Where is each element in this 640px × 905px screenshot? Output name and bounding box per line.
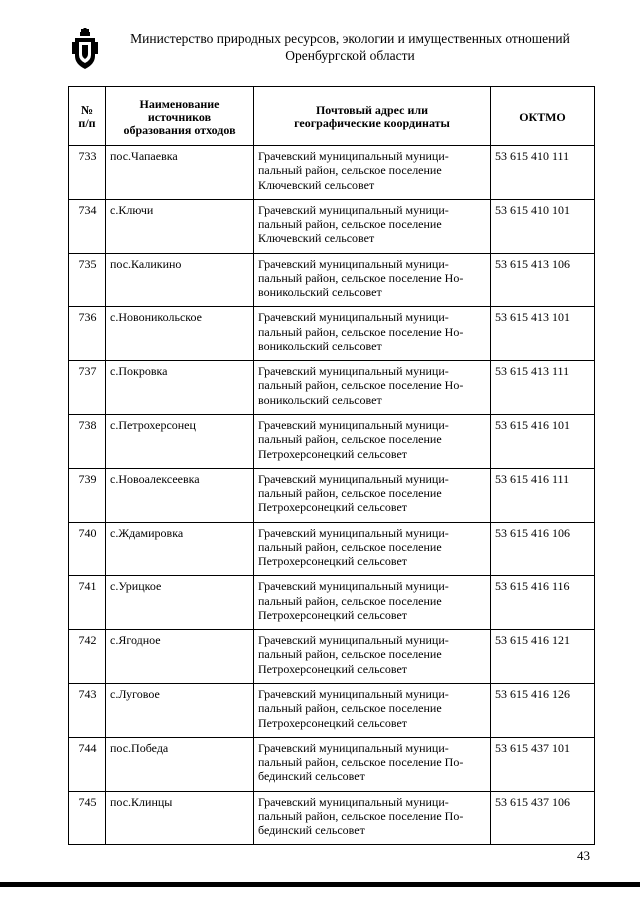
address-line: Грачевский муниципальный муници-: [258, 525, 449, 540]
row-name: с.Ягодное: [106, 630, 254, 684]
address-line: Грачевский муниципальный муници-: [258, 202, 449, 217]
address-line: Петрохерсонецкий сельсовет: [258, 661, 408, 676]
address-line: пальный район, сельское поселение: [258, 647, 442, 662]
row-number: 733: [69, 146, 106, 200]
address-line: Ключевский сельсовет: [258, 231, 375, 246]
row-oktmo: 53 615 413 106: [491, 253, 595, 307]
address-line: Грачевский муниципальный муници-: [258, 149, 449, 163]
row-oktmo: 53 615 437 106: [491, 791, 595, 845]
header-address: Почтовый адрес или географические координаты: [254, 87, 491, 146]
table-body: [69, 146, 595, 845]
table-row: [69, 791, 595, 845]
row-address: [254, 630, 491, 684]
row-number: 739: [69, 468, 106, 522]
row-name: с.Новоалексеевка: [106, 468, 254, 522]
address-line: Петрохерсонецкий сельсовет: [258, 715, 408, 730]
table-row: [69, 522, 595, 576]
address-line: Петрохерсонецкий сельсовет: [258, 607, 408, 622]
header-region: Оренбургской области: [285, 48, 415, 63]
address-line: пальный район, сельское поселение По-: [258, 808, 464, 823]
header-oktmo: ОКТМО: [491, 87, 595, 146]
row-name: с.Новоникольское: [106, 307, 254, 361]
row-address: [254, 199, 491, 253]
row-name: с.Луговое: [106, 683, 254, 737]
address-line: пальный район, сельское поселение: [258, 163, 442, 178]
row-name: с.Урицкое: [106, 576, 254, 630]
address-line: пальный район, сельское поселение: [258, 593, 442, 608]
header-num: № п/п: [69, 87, 106, 146]
address-line: Петрохерсонецкий сельсовет: [258, 500, 408, 515]
row-number: 737: [69, 361, 106, 415]
table-row: [69, 576, 595, 630]
row-oktmo: 53 615 416 111: [491, 468, 595, 522]
row-number: 744: [69, 737, 106, 791]
row-address: [254, 576, 491, 630]
address-line: пальный район, сельское поселение: [258, 486, 442, 501]
row-oktmo: 53 615 410 111: [491, 146, 595, 200]
row-number: 738: [69, 414, 106, 468]
row-oktmo: 53 615 413 111: [491, 361, 595, 415]
header-name: Наименование источников образования отходов: [106, 87, 254, 146]
row-name: с.Покровка: [106, 361, 254, 415]
row-address: [254, 361, 491, 415]
page-number: 43: [577, 848, 590, 863]
address-line: пальный район, сельское поселение По-: [258, 755, 464, 770]
address-line: Грачевский муниципальный муници-: [258, 740, 449, 755]
address-line: Грачевский муниципальный муници-: [258, 256, 449, 271]
row-address: [254, 468, 491, 522]
row-address: [254, 522, 491, 576]
table-row: [69, 414, 595, 468]
row-name: с.Петрохерсонец: [106, 414, 254, 468]
address-line: пальный район, сельское поселение Но-: [258, 270, 464, 285]
address-line: воникольский сельсовет: [258, 392, 382, 407]
row-address: [254, 253, 491, 307]
row-oktmo: 53 615 416 116: [491, 576, 595, 630]
address-line: пальный район, сельское поселение: [258, 217, 442, 232]
row-address: [254, 791, 491, 845]
row-name: с.Ключи: [106, 199, 254, 253]
coat-of-arms-icon: [72, 28, 98, 70]
address-line: Грачевский муниципальный муници-: [258, 633, 449, 648]
address-line: Петрохерсонецкий сельсовет: [258, 446, 408, 461]
row-oktmo: 53 615 416 101: [491, 414, 595, 468]
row-number: 745: [69, 791, 106, 845]
row-oktmo: 53 615 416 121: [491, 630, 595, 684]
table-row: [69, 683, 595, 737]
address-line: Ключевский сельсовет: [258, 177, 375, 192]
table-header-row: [69, 87, 595, 146]
row-number: 735: [69, 253, 106, 307]
address-line: Грачевский муниципальный муници-: [258, 794, 449, 809]
row-number: 734: [69, 199, 106, 253]
table-row: [69, 146, 595, 200]
address-line: Грачевский муниципальный муници-: [258, 579, 449, 594]
address-line: воникольский сельсовет: [258, 285, 382, 300]
row-number: 736: [69, 307, 106, 361]
address-line: пальный район, сельское поселение: [258, 701, 442, 716]
address-line: Грачевский муниципальный муници-: [258, 686, 449, 701]
table-row: [69, 199, 595, 253]
row-oktmo: 53 615 437 101: [491, 737, 595, 791]
row-address: [254, 307, 491, 361]
row-address: [254, 683, 491, 737]
address-line: Грачевский муниципальный муници-: [258, 417, 449, 432]
address-line: пальный район, сельское поселение: [258, 432, 442, 447]
address-line: пальный район, сельское поселение Но-: [258, 324, 464, 339]
table-row: [69, 361, 595, 415]
row-name: с.Ждамировка: [106, 522, 254, 576]
header-ministry: Министерство природных ресурсов, экологии и имущественных отношений: [130, 31, 570, 46]
address-line: бединский сельсовет: [258, 769, 365, 784]
row-name: пос.Победа: [106, 737, 254, 791]
waste-sources-table: [68, 86, 595, 845]
row-address: [254, 414, 491, 468]
address-line: Грачевский муниципальный муници-: [258, 471, 449, 486]
address-line: бединский сельсовет: [258, 823, 365, 838]
row-name: пос.Клинцы: [106, 791, 254, 845]
table-row: [69, 307, 595, 361]
row-address: [254, 146, 491, 200]
table-row: [69, 737, 595, 791]
table-row: [69, 468, 595, 522]
table-row: [69, 253, 595, 307]
address-line: пальный район, сельское поселение: [258, 539, 442, 554]
row-oktmo: 53 615 416 126: [491, 683, 595, 737]
address-line: Грачевский муниципальный муници-: [258, 310, 449, 325]
document-header: [110, 30, 590, 64]
row-number: 741: [69, 576, 106, 630]
row-name: пос.Чапаевка: [106, 146, 254, 200]
row-number: 742: [69, 630, 106, 684]
table-row: [69, 630, 595, 684]
row-address: [254, 737, 491, 791]
row-oktmo: 53 615 410 101: [491, 199, 595, 253]
row-name: пос.Каликино: [106, 253, 254, 307]
address-line: пальный район, сельское поселение Но-: [258, 378, 464, 393]
row-oktmo: 53 615 416 106: [491, 522, 595, 576]
address-line: воникольский сельсовет: [258, 338, 382, 353]
row-number: 743: [69, 683, 106, 737]
bottom-rule: [0, 882, 640, 887]
row-number: 740: [69, 522, 106, 576]
row-oktmo: 53 615 413 101: [491, 307, 595, 361]
address-line: Петрохерсонецкий сельсовет: [258, 554, 408, 569]
address-line: Грачевский муниципальный муници-: [258, 364, 449, 379]
